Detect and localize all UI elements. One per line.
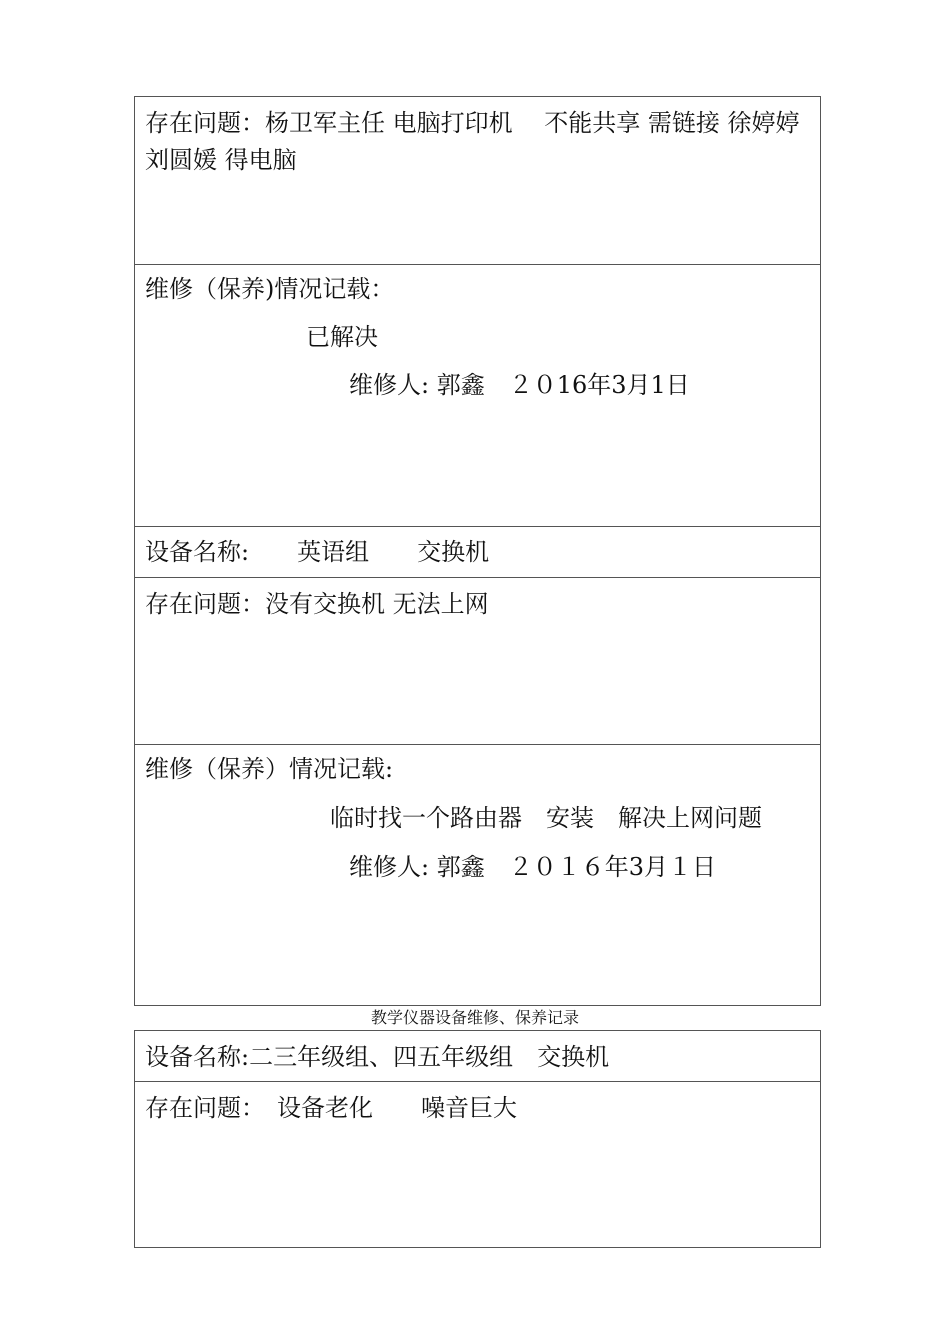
problem-text-3: 存在问题： 设备老化 噪音巨大 [145, 1094, 517, 1122]
repair-label: 维修（保养)情况记载： [145, 275, 395, 303]
repair-result-2: 临时找一个路由器 安装 解决上网问题 [330, 804, 762, 832]
repairer-signature: 维修人: 郭鑫 ２０16年3月1日 [349, 371, 690, 399]
repairer-signature-2: 维修人: 郭鑫 ２０１６年3月１日 [349, 853, 716, 881]
problem-text: 存在问题：杨卫军主任 电脑打印机 不能共享 需链接 徐婷婷 刘圆媛 得电脑 [145, 109, 800, 174]
device-name-cell-2 [135, 1031, 820, 1082]
repair-record-table-1 [134, 96, 821, 1006]
repair-result: 已解决 [306, 323, 378, 351]
repair-record-cell [135, 265, 820, 527]
problem-cell-2 [135, 578, 820, 745]
repair-record-cell-2 [135, 745, 820, 1007]
problem-cell-3 [135, 1082, 820, 1249]
problem-text-2: 存在问题：没有交换机 无法上网 [145, 590, 489, 618]
repair-record-table-2 [134, 1030, 821, 1248]
repair-label-2: 维修（保养）情况记载: [145, 755, 394, 783]
page-caption: 教学仪器设备维修、保养记录 [370, 1008, 579, 1027]
device-name-text: 设备名称: 英语组 交换机 [145, 538, 490, 566]
device-name-cell [135, 527, 820, 578]
device-name-text-2: 设备名称:二三年级组、四五年级组 交换机 [145, 1043, 610, 1071]
problem-cell [135, 97, 820, 265]
